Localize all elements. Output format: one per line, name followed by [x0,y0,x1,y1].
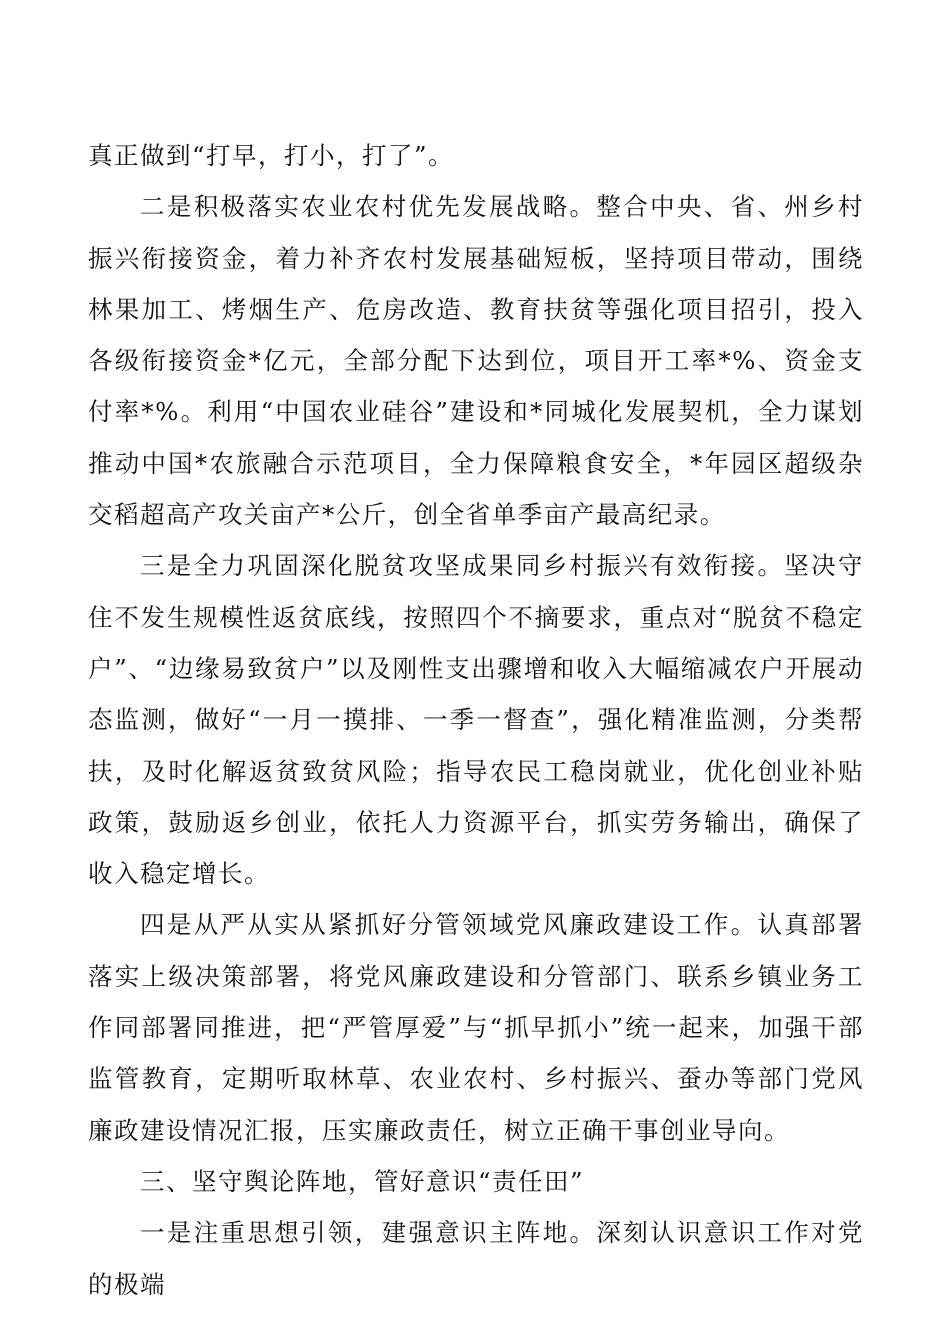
section-heading: 三、坚守舆论阵地，管好意识“责任田” [140,1166,585,1196]
document-body [88,130,864,1310]
paragraph-agriculture-priority: 二是积极落实农业农村优先发展战略。整合中央、省、州乡村振兴衔接资金，着力补齐农村发展基础短板，坚持项目带动，围绕林果加工、烤烟生产、危房改造、教育扶贫等强化项目招引，投入各级衔接资金*亿元，全部分配下达到位，项目开工率*%、资金支付率*%。利用“中国农业硅谷”建设和*同城化发展契机，全力谋划推动中国*农旅融合示范项目，全力保障粮食安全，*年园区超级杂交稻超高产攻关亩产*公斤，创全省单季亩产最高纪录。 [88,192,864,530]
paragraph-party-discipline: 四是从严从实从紧抓好分管领域党风廉政建设工作。认真部署落实上级决策部署，将党风廉政建设和分管部门、联系乡镇业务工作同部署同推进，把“严管厚爱”与“抓早抓小”统一起来，加强干部监管教育，定期听取林草、农业农村、乡村振兴、蚕办等部门党风廉政建设情况汇报，压实廉政责任，树立正确干事创业导向。 [88,910,864,1145]
paragraph-continuation: 真正做到“打早，打小，打了”。 [88,141,455,170]
paragraph-ideological-guidance: 一是注重思想引领，建强意识主阵地。深刻认识意识工作对党的极端 [88,1218,864,1299]
paragraph-poverty-alleviation: 三是全力巩固深化脱贫攻坚成果同乡村振兴有效衔接。坚决守住不发生规模性返贫底线，按照四个不摘要求，重点对“脱贫不稳定户”、“边缘易致贫户”以及刚性支出骤增和收入大幅缩减农户开展动态监测，做好“一月一摸排、一季一督查”，强化精准监测，分类帮扶，及时化解返贫致贫风险；指导农民工稳岗就业，优化创业补贴政策，鼓励返乡创业，依托人力资源平台，抓实劳务输出，确保了收入稳定增长。 [88,551,864,889]
